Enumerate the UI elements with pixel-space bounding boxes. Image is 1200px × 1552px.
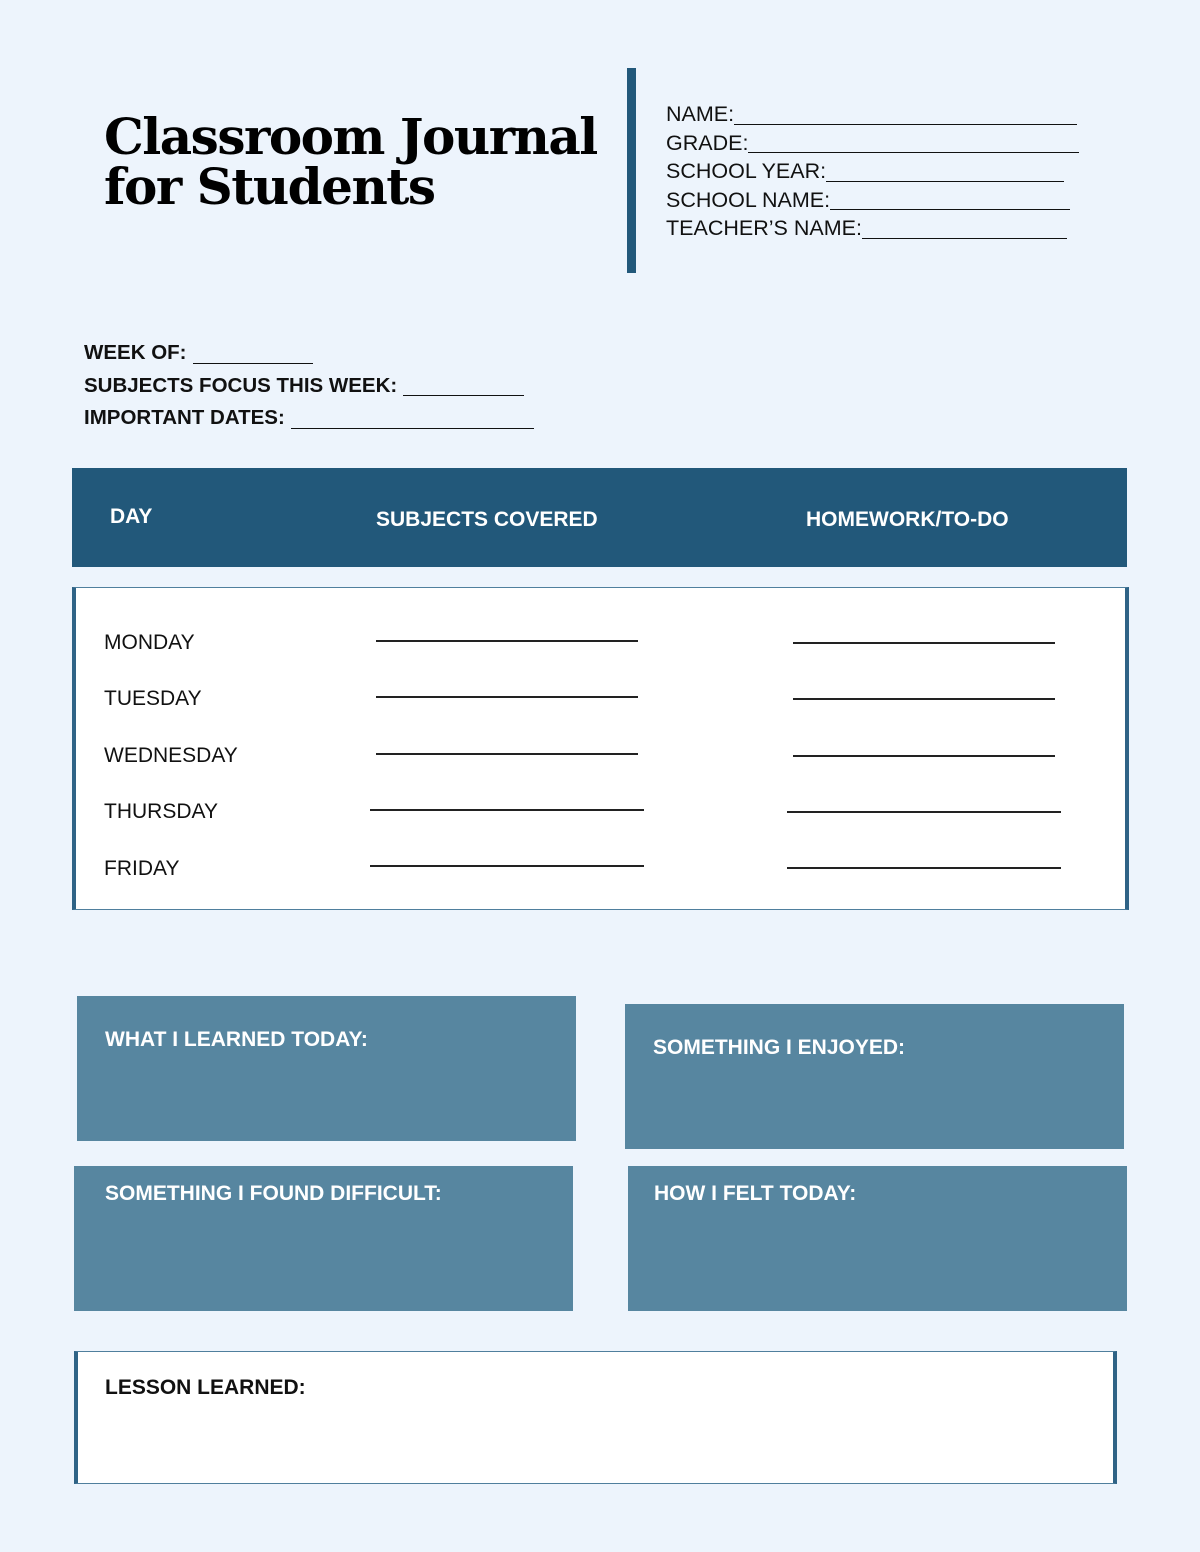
subjects-focus-row — [84, 370, 534, 403]
header-divider — [627, 68, 636, 273]
day-friday: FRIDAY — [104, 857, 180, 880]
header-day: DAY — [110, 505, 153, 528]
difficult-box[interactable] — [74, 1166, 573, 1311]
week-of-field[interactable] — [193, 343, 313, 364]
school-year-row — [666, 157, 1106, 186]
wednesday-homework-line[interactable] — [793, 755, 1055, 757]
student-info — [666, 100, 1106, 243]
name-field[interactable] — [734, 104, 1077, 125]
day-table — [72, 587, 1129, 910]
tuesday-subjects-line[interactable] — [376, 696, 638, 698]
school-name-field[interactable] — [830, 189, 1070, 210]
week-info — [84, 337, 534, 435]
difficult-label: SOMETHING I FOUND DIFFICULT: — [105, 1182, 442, 1205]
teacher-name-label: TEACHER’S NAME: — [666, 216, 862, 240]
day-monday: MONDAY — [104, 631, 195, 654]
learned-today-box[interactable] — [77, 996, 576, 1141]
wednesday-subjects-line[interactable] — [376, 753, 638, 755]
table-header — [72, 468, 1127, 567]
week-of-row — [84, 337, 534, 370]
enjoyed-label: SOMETHING I ENJOYED: — [653, 1036, 906, 1059]
header-homework: HOMEWORK/TO-DO — [806, 508, 1009, 531]
enjoyed-box[interactable] — [625, 1004, 1124, 1149]
week-of-label: WEEK OF: — [84, 341, 187, 364]
important-dates-row — [84, 402, 534, 435]
day-wednesday: WEDNESDAY — [104, 744, 238, 767]
friday-homework-line[interactable] — [787, 867, 1061, 869]
title-line-1: Classroom Journal — [104, 107, 597, 166]
subjects-focus-label: SUBJECTS FOCUS THIS WEEK: — [84, 373, 398, 397]
page-title — [104, 107, 604, 216]
title-line-2: for Students — [104, 157, 435, 216]
teacher-name-row — [666, 214, 1106, 243]
teacher-name-field[interactable] — [862, 218, 1067, 239]
friday-subjects-line[interactable] — [370, 865, 644, 867]
thursday-subjects-line[interactable] — [370, 809, 644, 811]
lesson-learned-box[interactable] — [74, 1351, 1117, 1484]
subjects-focus-field[interactable] — [403, 375, 524, 396]
important-dates-label: IMPORTANT DATES: — [84, 406, 285, 429]
school-name-label: SCHOOL NAME: — [666, 187, 831, 212]
monday-homework-line[interactable] — [793, 642, 1055, 644]
school-name-row — [666, 186, 1106, 215]
name-label: NAME: — [666, 102, 735, 126]
learned-today-label: WHAT I LEARNED TODAY: — [105, 1028, 368, 1051]
monday-subjects-line[interactable] — [376, 640, 638, 642]
grade-field[interactable] — [748, 132, 1079, 153]
tuesday-homework-line[interactable] — [793, 698, 1055, 700]
important-dates-field[interactable] — [291, 408, 534, 429]
day-tuesday: TUESDAY — [104, 687, 202, 710]
thursday-homework-line[interactable] — [787, 811, 1061, 813]
lesson-learned-label: LESSON LEARNED: — [105, 1376, 306, 1399]
grade-label: GRADE: — [666, 130, 749, 155]
felt-today-label: HOW I FELT TODAY: — [654, 1182, 857, 1205]
school-year-field[interactable] — [826, 161, 1064, 182]
school-year-label: SCHOOL YEAR: — [666, 159, 827, 183]
header-subjects-covered: SUBJECTS COVERED — [376, 508, 598, 531]
day-thursday: THURSDAY — [104, 800, 218, 823]
felt-today-box[interactable] — [628, 1166, 1127, 1311]
grade-row — [666, 129, 1106, 158]
name-row — [666, 100, 1106, 129]
